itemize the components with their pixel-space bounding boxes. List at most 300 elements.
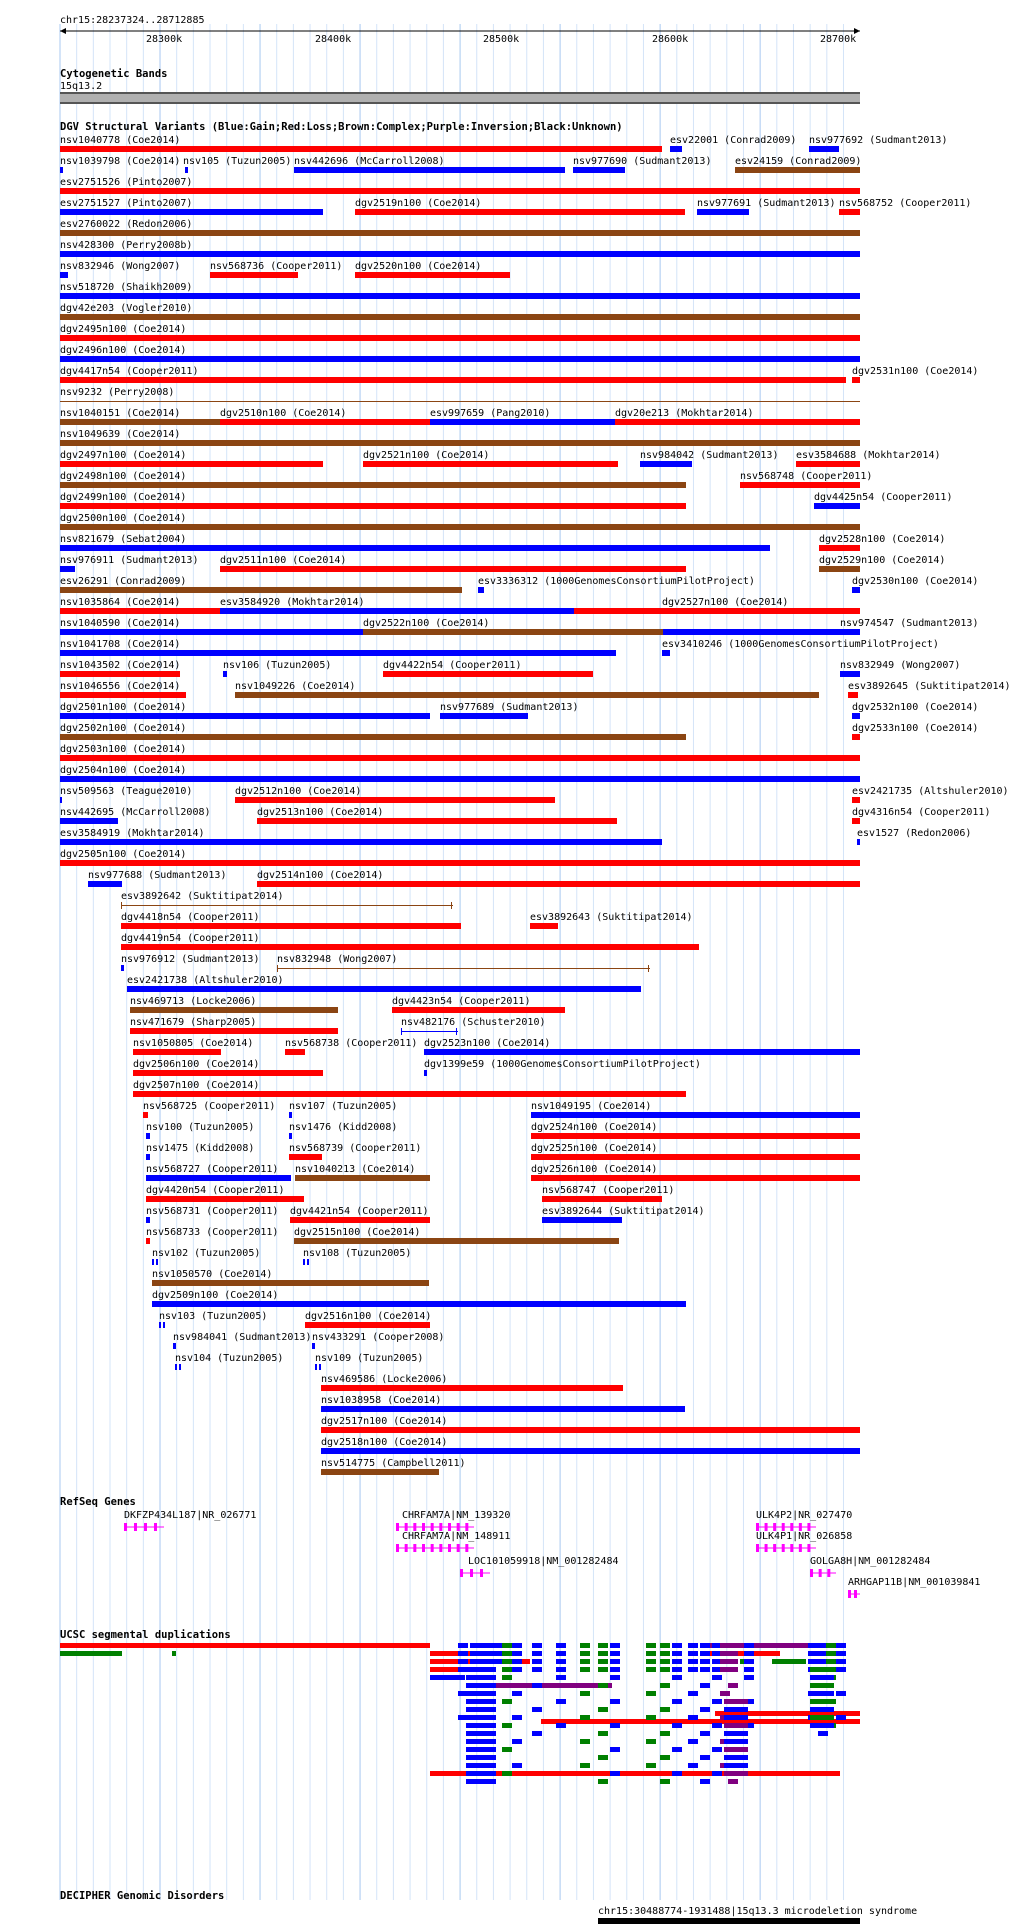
segdup-feature[interactable] <box>672 1659 682 1664</box>
dgv-feature-bar[interactable] <box>277 968 650 969</box>
dgv-feature-label[interactable]: nsv976912 (Sudmant2013) <box>121 954 260 965</box>
segdup-feature[interactable] <box>502 1643 512 1648</box>
dgv-feature-label[interactable]: nsv108 (Tuzun2005) <box>303 1248 412 1259</box>
segdup-feature[interactable] <box>598 1707 608 1712</box>
dgv-feature-label[interactable]: nsv471679 (Sharp2005) <box>130 1017 257 1028</box>
segdup-feature[interactable] <box>672 1651 682 1656</box>
dgv-feature-label[interactable]: dgv2523n100 (Coe2014) <box>424 1038 551 1049</box>
dgv-feature-bar[interactable] <box>60 839 662 845</box>
dgv-feature-label[interactable]: dgv2516n100 (Coe2014) <box>305 1311 432 1322</box>
dgv-feature-label[interactable]: dgv2512n100 (Coe2014) <box>235 786 362 797</box>
segdup-feature[interactable] <box>60 1651 122 1656</box>
segdup-feature[interactable] <box>772 1659 806 1664</box>
dgv-feature-bar[interactable] <box>173 1343 176 1349</box>
dgv-feature-bar[interactable] <box>363 629 663 635</box>
segdup-feature[interactable] <box>688 1739 698 1744</box>
dgv-feature-label[interactable]: esv26291 (Conrad2009) <box>60 576 187 587</box>
dgv-feature-bar[interactable] <box>60 461 323 467</box>
segdup-feature[interactable] <box>598 1683 608 1688</box>
dgv-feature-label[interactable]: nsv568738 (Cooper2011) <box>285 1038 418 1049</box>
segdup-feature[interactable] <box>580 1715 590 1720</box>
dgv-feature-label[interactable]: esv3410246 (1000GenomesConsortiumPilotProject) <box>662 639 939 650</box>
segdup-feature[interactable] <box>660 1643 670 1648</box>
dgv-feature-bar[interactable] <box>848 692 858 698</box>
segdup-feature[interactable] <box>826 1651 836 1656</box>
refseq-gene-label[interactable]: GOLGA8H|NM_001282484 <box>810 1556 931 1567</box>
segdup-feature[interactable] <box>808 1651 818 1656</box>
dgv-feature-bar[interactable] <box>133 1070 323 1076</box>
dgv-feature-bar[interactable] <box>852 587 860 593</box>
dgv-feature-bar[interactable] <box>146 1154 150 1160</box>
dgv-feature-label[interactable]: dgv2496n100 (Coe2014) <box>60 345 187 356</box>
segdup-feature[interactable] <box>826 1643 836 1648</box>
segdup-feature[interactable] <box>598 1643 608 1648</box>
dgv-feature-label[interactable]: nsv1039798 (Coe2014) <box>60 156 181 167</box>
dgv-feature-label[interactable]: dgv2524n100 (Coe2014) <box>531 1122 658 1133</box>
dgv-feature-bar[interactable] <box>303 1259 305 1265</box>
dgv-feature-bar[interactable] <box>305 1322 430 1328</box>
dgv-feature-bar[interactable] <box>60 734 686 740</box>
segdup-feature[interactable] <box>646 1659 656 1664</box>
dgv-feature-bar[interactable] <box>852 713 860 719</box>
segdup-feature[interactable] <box>458 1659 468 1664</box>
dgv-feature-bar[interactable] <box>840 629 860 635</box>
dgv-feature-label[interactable]: esv1527 (Redon2006) <box>857 828 972 839</box>
dgv-feature-bar[interactable] <box>60 188 860 194</box>
segdup-feature[interactable] <box>512 1715 522 1720</box>
segdup-feature[interactable] <box>580 1659 590 1664</box>
dgv-feature-bar[interactable] <box>60 314 860 320</box>
segdup-feature[interactable] <box>660 1731 670 1736</box>
segdup-feature[interactable] <box>810 1691 834 1696</box>
dgv-feature-bar[interactable] <box>321 1385 623 1391</box>
segdup-feature[interactable] <box>836 1715 846 1720</box>
dgv-feature-bar[interactable] <box>735 167 860 173</box>
segdup-feature[interactable] <box>466 1715 492 1720</box>
refseq-gene-label[interactable]: ULK4P1|NR_026858 <box>756 1531 853 1542</box>
dgv-feature-bar[interactable] <box>60 545 770 551</box>
dgv-feature-bar[interactable] <box>60 671 180 677</box>
segdup-feature[interactable] <box>598 1651 608 1656</box>
dgv-feature-label[interactable]: dgv2495n100 (Coe2014) <box>60 324 187 335</box>
segdup-feature[interactable] <box>646 1715 656 1720</box>
dgv-feature-label[interactable]: nsv1049195 (Coe2014) <box>531 1101 652 1112</box>
dgv-feature-bar[interactable] <box>257 818 617 824</box>
segdup-feature[interactable] <box>580 1763 590 1768</box>
segdup-feature[interactable] <box>556 1723 566 1728</box>
segdup-feature[interactable] <box>466 1747 492 1752</box>
refseq-gene-label[interactable]: LOC101059918|NM_001282484 <box>468 1556 619 1567</box>
dgv-feature-label[interactable]: dgv2527n100 (Coe2014) <box>662 597 789 608</box>
dgv-feature-bar[interactable] <box>315 1364 317 1370</box>
dgv-feature-bar[interactable] <box>60 797 62 803</box>
refseq-track-title[interactable]: RefSeq Genes <box>60 1496 136 1508</box>
dgv-feature-label[interactable]: esv2760022 (Redon2006) <box>60 219 193 230</box>
segdup-feature[interactable] <box>700 1707 710 1712</box>
refseq-gene-label[interactable]: ARHGAP11B|NM_001039841 <box>848 1577 981 1588</box>
dgv-feature-bar[interactable] <box>840 671 860 677</box>
segdup-feature[interactable] <box>646 1691 656 1696</box>
dgv-feature-label[interactable]: dgv2519n100 (Coe2014) <box>355 198 482 209</box>
segdup-feature[interactable] <box>580 1643 590 1648</box>
dgv-feature-label[interactable]: nsv1043502 (Coe2014) <box>60 660 181 671</box>
dgv-feature-bar[interactable] <box>60 209 323 215</box>
segdup-feature[interactable] <box>512 1763 522 1768</box>
dgv-feature-bar[interactable] <box>319 1364 321 1370</box>
segdup-feature[interactable] <box>810 1667 834 1672</box>
segdup-feature[interactable] <box>744 1667 754 1672</box>
segdup-feature[interactable] <box>466 1739 492 1744</box>
dgv-feature-label[interactable]: nsv977689 (Sudmant2013) <box>440 702 579 713</box>
dgv-feature-bar[interactable] <box>163 1322 165 1328</box>
refseq-gene-model-icon[interactable] <box>460 1568 490 1578</box>
dgv-feature-label[interactable]: nsv568727 (Cooper2011) <box>146 1164 279 1175</box>
segdup-feature[interactable] <box>810 1699 834 1704</box>
dgv-feature-label[interactable]: dgv2520n100 (Coe2014) <box>355 261 482 272</box>
dgv-feature-label[interactable]: dgv2503n100 (Coe2014) <box>60 744 187 755</box>
dgv-feature-bar[interactable] <box>130 1007 338 1013</box>
dgv-feature-label[interactable]: dgv2507n100 (Coe2014) <box>133 1080 260 1091</box>
segdup-feature[interactable] <box>712 1699 722 1704</box>
dgv-feature-label[interactable]: nsv102 (Tuzun2005) <box>152 1248 261 1259</box>
dgv-feature-label[interactable]: nsv104 (Tuzun2005) <box>175 1353 284 1364</box>
dgv-feature-label[interactable]: nsv568733 (Cooper2011) <box>146 1227 279 1238</box>
segdup-feature[interactable] <box>502 1651 512 1656</box>
segdup-feature[interactable] <box>724 1747 748 1752</box>
segdup-feature[interactable] <box>700 1755 710 1760</box>
segdup-feature[interactable] <box>836 1651 846 1656</box>
dgv-feature-bar[interactable] <box>852 818 860 824</box>
segdup-feature[interactable] <box>744 1659 754 1664</box>
dgv-feature-bar[interactable] <box>60 335 860 341</box>
dgv-feature-bar[interactable] <box>289 1154 322 1160</box>
segdup-feature[interactable] <box>532 1731 542 1736</box>
segdup-feature[interactable] <box>660 1659 670 1664</box>
dgv-feature-label[interactable]: nsv469713 (Locke2006) <box>130 996 257 1007</box>
refseq-gene-model-icon[interactable] <box>810 1568 836 1578</box>
dgv-feature-bar[interactable] <box>440 713 528 719</box>
dgv-feature-bar[interactable] <box>60 566 75 572</box>
dgv-feature-bar[interactable] <box>127 986 641 992</box>
dgv-feature-label[interactable]: dgv2511n100 (Coe2014) <box>220 555 347 566</box>
dgv-feature-label[interactable]: nsv568731 (Cooper2011) <box>146 1206 279 1217</box>
dgv-feature-bar[interactable] <box>146 1217 150 1223</box>
dgv-feature-label[interactable]: dgv2529n100 (Coe2014) <box>819 555 946 566</box>
segdup-feature[interactable] <box>700 1731 710 1736</box>
decipher-feature-label[interactable]: chr15:30488774-1931488|15q13.3 microdeletion syndrome <box>598 1906 918 1917</box>
segdup-feature[interactable] <box>810 1715 834 1720</box>
segdup-feature[interactable] <box>556 1699 566 1704</box>
segdup-feature[interactable] <box>556 1643 566 1648</box>
segdup-feature[interactable] <box>810 1683 834 1688</box>
segdup-feature[interactable] <box>598 1779 608 1784</box>
segdup-feature[interactable] <box>672 1771 682 1776</box>
dgv-feature-label[interactable]: dgv2533n100 (Coe2014) <box>852 723 979 734</box>
dgv-feature-bar[interactable] <box>133 1091 686 1097</box>
dgv-feature-bar[interactable] <box>852 797 860 803</box>
dgv-feature-label[interactable]: nsv568739 (Cooper2011) <box>289 1143 422 1154</box>
segdup-feature[interactable] <box>728 1667 738 1672</box>
segdup-feature[interactable] <box>532 1707 542 1712</box>
dgv-feature-label[interactable]: nsv984041 (Sudmant2013) <box>173 1332 312 1343</box>
segdup-feature[interactable] <box>712 1771 722 1776</box>
dgv-feature-bar[interactable] <box>531 1112 860 1118</box>
dgv-feature-label[interactable]: dgv2515n100 (Coe2014) <box>294 1227 421 1238</box>
dgv-feature-label[interactable]: esv24159 (Conrad2009) <box>735 156 862 167</box>
dgv-feature-label[interactable]: nsv984042 (Sudmant2013) <box>640 450 779 461</box>
dgv-feature-bar[interactable] <box>424 1070 427 1076</box>
segdup-feature[interactable] <box>672 1699 682 1704</box>
dgv-feature-bar[interactable] <box>740 482 860 488</box>
dgv-feature-bar[interactable] <box>321 1448 860 1454</box>
segdup-feature[interactable] <box>502 1747 512 1752</box>
dgv-feature-label[interactable]: esv3584688 (Mokhtar2014) <box>796 450 941 461</box>
dgv-feature-label[interactable]: esv2751527 (Pinto2007) <box>60 198 193 209</box>
dgv-feature-label[interactable]: dgv20e213 (Mokhtar2014) <box>615 408 754 419</box>
dgv-feature-bar[interactable] <box>542 1217 622 1223</box>
dgv-feature-bar[interactable] <box>60 167 63 173</box>
segdup-feature[interactable] <box>660 1707 670 1712</box>
dgv-feature-label[interactable]: dgv2526n100 (Coe2014) <box>531 1164 658 1175</box>
dgv-feature-label[interactable]: nsv977690 (Sudmant2013) <box>573 156 712 167</box>
dgv-feature-label[interactable]: dgv2502n100 (Coe2014) <box>60 723 187 734</box>
dgv-feature-label[interactable]: nsv107 (Tuzun2005) <box>289 1101 398 1112</box>
dgv-feature-bar[interactable] <box>220 566 686 572</box>
dgv-feature-bar[interactable] <box>294 1238 619 1244</box>
dgv-feature-bar[interactable] <box>159 1322 161 1328</box>
segdup-feature[interactable] <box>810 1675 834 1680</box>
dgv-feature-bar[interactable] <box>60 587 462 593</box>
dgv-feature-bar[interactable] <box>573 167 625 173</box>
dgv-feature-label[interactable]: dgv4418n54 (Cooper2011) <box>121 912 260 923</box>
segdup-feature[interactable] <box>556 1651 566 1656</box>
dgv-feature-bar[interactable] <box>530 923 558 929</box>
segdup-feature[interactable] <box>598 1731 608 1736</box>
segdup-feature[interactable] <box>502 1723 512 1728</box>
dgv-feature-label[interactable]: esv3584919 (Mokhtar2014) <box>60 828 205 839</box>
dgv-feature-bar[interactable] <box>121 923 461 929</box>
dgv-feature-bar[interactable] <box>839 209 860 215</box>
dgv-feature-bar[interactable] <box>60 356 860 362</box>
segdup-feature[interactable] <box>502 1771 512 1776</box>
segdup-feature[interactable] <box>598 1659 608 1664</box>
dgv-feature-label[interactable]: dgv2514n100 (Coe2014) <box>257 870 384 881</box>
segdup-feature[interactable] <box>660 1651 670 1656</box>
dgv-feature-bar[interactable] <box>223 671 227 677</box>
refseq-gene-model-icon[interactable] <box>848 1589 860 1599</box>
dgv-feature-label[interactable]: nsv1476 (Kidd2008) <box>289 1122 398 1133</box>
dgv-feature-label[interactable]: dgv4422n54 (Cooper2011) <box>383 660 522 671</box>
dgv-feature-bar[interactable] <box>307 1259 309 1265</box>
segdup-feature[interactable] <box>458 1643 468 1648</box>
dgv-feature-bar[interactable] <box>363 461 618 467</box>
dgv-feature-bar[interactable] <box>312 1343 315 1349</box>
dgv-feature-bar[interactable] <box>156 1259 158 1265</box>
segdup-feature[interactable] <box>808 1659 818 1664</box>
dgv-feature-bar[interactable] <box>146 1196 304 1202</box>
dgv-feature-label[interactable]: dgv2501n100 (Coe2014) <box>60 702 187 713</box>
segdup-feature[interactable] <box>672 1747 682 1752</box>
segdup-feature[interactable] <box>688 1659 698 1664</box>
dgv-feature-label[interactable]: esv3892645 (Suktitipat2014) <box>848 681 1011 692</box>
segdup-feature[interactable] <box>610 1747 620 1752</box>
dgv-feature-bar[interactable] <box>133 1049 221 1055</box>
dgv-feature-label[interactable]: nsv1040590 (Coe2014) <box>60 618 181 629</box>
segdup-feature[interactable] <box>818 1731 828 1736</box>
dgv-feature-bar[interactable] <box>130 1028 338 1034</box>
segdup-feature[interactable] <box>610 1723 620 1728</box>
segdup-feature[interactable] <box>808 1643 818 1648</box>
segdup-feature[interactable] <box>724 1739 748 1744</box>
dgv-feature-bar[interactable] <box>146 1175 291 1181</box>
segdup-feature[interactable] <box>610 1771 620 1776</box>
dgv-feature-bar[interactable] <box>355 209 685 215</box>
dgv-feature-bar[interactable] <box>814 503 860 509</box>
segdup-feature[interactable] <box>502 1667 512 1672</box>
dgv-feature-bar[interactable] <box>152 1280 429 1286</box>
segdup-track-title[interactable]: UCSC segmental duplications <box>60 1629 231 1641</box>
dgv-feature-label[interactable]: nsv442695 (McCarroll2008) <box>60 807 211 818</box>
dgv-feature-label[interactable]: dgv2506n100 (Coe2014) <box>133 1059 260 1070</box>
segdup-feature[interactable] <box>610 1643 620 1648</box>
dgv-feature-label[interactable]: nsv832948 (Wong2007) <box>277 954 398 965</box>
dgv-feature-label[interactable]: nsv1050570 (Coe2014) <box>152 1269 273 1280</box>
segdup-feature[interactable] <box>512 1739 522 1744</box>
dgv-feature-bar[interactable] <box>60 776 860 782</box>
dgv-feature-bar[interactable] <box>401 1031 458 1032</box>
segdup-feature[interactable] <box>502 1675 512 1680</box>
dgv-feature-bar[interactable] <box>60 860 860 866</box>
dgv-feature-bar[interactable] <box>60 293 860 299</box>
dgv-feature-bar[interactable] <box>60 230 860 236</box>
segdup-feature[interactable] <box>672 1675 682 1680</box>
dgv-feature-bar[interactable] <box>143 1112 148 1118</box>
dgv-feature-label[interactable]: dgv2513n100 (Coe2014) <box>257 807 384 818</box>
dgv-feature-bar[interactable] <box>185 167 188 173</box>
refseq-gene-label[interactable]: CHRFAM7A|NM_139320 <box>402 1510 511 1521</box>
refseq-gene-model-icon[interactable] <box>756 1543 816 1553</box>
dgv-feature-label[interactable]: nsv518720 (Shaikh2009) <box>60 282 193 293</box>
dgv-feature-label[interactable]: dgv2504n100 (Coe2014) <box>60 765 187 776</box>
segdup-feature[interactable] <box>728 1779 738 1784</box>
dgv-feature-bar[interactable] <box>285 1049 305 1055</box>
dgv-feature-bar[interactable] <box>175 1364 177 1370</box>
dgv-feature-bar[interactable] <box>670 146 682 152</box>
segdup-feature[interactable] <box>688 1667 698 1672</box>
dgv-feature-bar[interactable] <box>857 839 860 845</box>
dgv-feature-label[interactable]: dgv2499n100 (Coe2014) <box>60 492 187 503</box>
dgv-feature-label[interactable]: nsv977691 (Sudmant2013) <box>697 198 836 209</box>
dgv-feature-bar[interactable] <box>220 608 574 614</box>
dgv-feature-bar[interactable] <box>121 944 699 950</box>
segdup-feature[interactable] <box>660 1667 670 1672</box>
segdup-feature[interactable] <box>512 1667 522 1672</box>
dgv-feature-bar[interactable] <box>295 1175 430 1181</box>
segdup-feature[interactable] <box>646 1643 656 1648</box>
segdup-feature[interactable] <box>688 1651 698 1656</box>
dgv-feature-label[interactable]: nsv509563 (Teague2010) <box>60 786 193 797</box>
dgv-feature-bar[interactable] <box>60 503 686 509</box>
dgv-feature-label[interactable]: dgv2518n100 (Coe2014) <box>321 1437 448 1448</box>
dgv-feature-bar[interactable] <box>179 1364 181 1370</box>
segdup-feature[interactable] <box>724 1763 748 1768</box>
dgv-feature-bar[interactable] <box>321 1406 685 1412</box>
refseq-gene-model-icon[interactable] <box>124 1522 164 1532</box>
segdup-feature[interactable] <box>712 1747 722 1752</box>
dgv-feature-bar[interactable] <box>852 734 860 740</box>
dgv-track-title[interactable]: DGV Structural Variants (Blue:Gain;Red:Loss;Brown:Complex;Purple:Inversion;Black:Unknown) <box>60 121 623 133</box>
segdup-feature[interactable] <box>646 1739 656 1744</box>
dgv-feature-label[interactable]: dgv2517n100 (Coe2014) <box>321 1416 448 1427</box>
segdup-feature[interactable] <box>512 1643 522 1648</box>
dgv-feature-label[interactable]: dgv2510n100 (Coe2014) <box>220 408 347 419</box>
dgv-feature-label[interactable]: nsv1475 (Kidd2008) <box>146 1143 255 1154</box>
dgv-feature-label[interactable]: nsv977692 (Sudmant2013) <box>809 135 948 146</box>
dgv-feature-label[interactable]: dgv2509n100 (Coe2014) <box>152 1290 279 1301</box>
dgv-feature-label[interactable]: esv3336312 (1000GenomesConsortiumPilotProject) <box>478 576 755 587</box>
dgv-feature-label[interactable]: nsv105 (Tuzun2005) <box>183 156 292 167</box>
segdup-feature[interactable] <box>610 1667 620 1672</box>
dgv-feature-label[interactable]: nsv482176 (Schuster2010) <box>401 1017 546 1028</box>
segdup-feature[interactable] <box>580 1651 590 1656</box>
dgv-feature-bar[interactable] <box>355 272 510 278</box>
segdup-feature[interactable] <box>724 1707 748 1712</box>
dgv-feature-label[interactable]: dgv2532n100 (Coe2014) <box>852 702 979 713</box>
dgv-feature-bar[interactable] <box>531 1133 860 1139</box>
dgv-feature-bar[interactable] <box>121 965 124 971</box>
segdup-feature[interactable] <box>728 1651 738 1656</box>
dgv-feature-bar[interactable] <box>60 818 118 824</box>
segdup-feature[interactable] <box>532 1667 542 1672</box>
segdup-feature[interactable] <box>836 1659 846 1664</box>
segdup-feature[interactable] <box>466 1731 492 1736</box>
segdup-feature[interactable] <box>688 1715 698 1720</box>
dgv-feature-bar[interactable] <box>121 905 453 906</box>
segdup-feature[interactable] <box>598 1667 608 1672</box>
segdup-feature[interactable] <box>688 1691 698 1696</box>
segdup-feature[interactable] <box>466 1779 492 1784</box>
segdup-feature[interactable] <box>598 1755 608 1760</box>
dgv-feature-bar[interactable] <box>294 167 565 173</box>
segdup-feature[interactable] <box>700 1659 710 1664</box>
dgv-feature-label[interactable]: nsv977688 (Sudmant2013) <box>88 870 227 881</box>
dgv-feature-bar[interactable] <box>640 461 692 467</box>
dgv-feature-bar[interactable] <box>60 146 662 152</box>
dgv-feature-bar[interactable] <box>424 1049 860 1055</box>
dgv-feature-bar[interactable] <box>321 1469 439 1475</box>
segdup-feature[interactable] <box>580 1739 590 1744</box>
dgv-feature-bar[interactable] <box>796 461 860 467</box>
segdup-feature[interactable] <box>660 1683 670 1688</box>
dgv-feature-bar[interactable] <box>478 587 484 593</box>
dgv-feature-label[interactable]: esv997659 (Pang2010) <box>430 408 551 419</box>
refseq-gene-label[interactable]: CHRFAM7A|NM_148911 <box>402 1531 511 1542</box>
segdup-feature[interactable] <box>512 1651 522 1656</box>
dgv-feature-label[interactable]: esv2421735 (Altshuler2010) <box>852 786 1009 797</box>
segdup-feature[interactable] <box>728 1659 738 1664</box>
dgv-feature-bar[interactable] <box>60 272 68 278</box>
dgv-feature-label[interactable]: nsv1040778 (Coe2014) <box>60 135 181 146</box>
dgv-feature-bar[interactable] <box>220 419 430 425</box>
dgv-feature-label[interactable]: nsv106 (Tuzun2005) <box>223 660 332 671</box>
segdup-feature[interactable] <box>646 1667 656 1672</box>
segdup-feature[interactable] <box>466 1755 492 1760</box>
dgv-feature-label[interactable]: nsv469586 (Locke2006) <box>321 1374 448 1385</box>
dgv-feature-label[interactable]: dgv4420n54 (Cooper2011) <box>146 1185 285 1196</box>
dgv-feature-bar[interactable] <box>290 1217 430 1223</box>
segdup-feature[interactable] <box>700 1651 710 1656</box>
dgv-feature-label[interactable]: nsv1040151 (Coe2014) <box>60 408 181 419</box>
